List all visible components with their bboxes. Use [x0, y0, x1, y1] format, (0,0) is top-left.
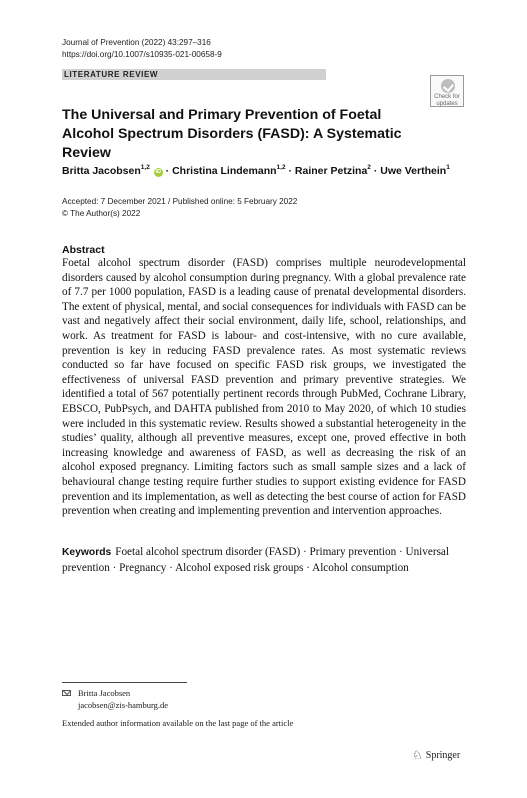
orcid-icon[interactable]: iD — [155, 169, 161, 175]
journal-citation: Journal of Prevention (2022) 43:297–316 — [62, 38, 211, 47]
author-name[interactable]: Christina Lindemann — [172, 165, 277, 177]
springer-horse-icon: ♘ — [412, 748, 423, 762]
keywords-section — [62, 545, 466, 575]
journal-header — [62, 37, 222, 60]
publisher-logo[interactable] — [412, 748, 460, 762]
author-name[interactable]: Rainer Petzina — [294, 165, 368, 177]
check-for-updates-badge[interactable] — [430, 75, 464, 107]
article-title: The Universal and Primary Prevention of Foetal Alcohol Spectrum Disorders (FASD): A Systematic Review — [62, 107, 402, 161]
updates-label-line1: Check for — [434, 94, 460, 100]
abstract-heading: Abstract — [62, 244, 105, 256]
corresponding-author-email[interactable]: jacobsen@zis-hamburg.de — [78, 700, 169, 710]
author-affiliation: 1,2 — [276, 164, 286, 171]
author-separator: · — [373, 165, 381, 177]
abstract-text: Foetal alcohol spectrum disorder (FASD) comprises multiple neurodevelopmental disorders caused by alcohol consumption during pregnancy. With a global prevalence rate of 7.7 per 1000 population, FASD is a leading cause of prenatal developmental disorders. The extent of physical, mental, and social consequences for individuals with FASD can be vast and negatively affect their social environment, daily life, school, relationships, and work. As treatment for FASD is labour- and cost-intensive, with no cure available, prevention is key in reducing FASD prevalence rates. As most systematic reviews conducted so far have focused on specific FASD risk groups, we investigated the effectiveness of universal FASD prevention and primary preventive strategies. We identified a total of 567 potentially pertinent records through PubMed, Cochrane Library, EBSCO, PubPsych, and DAHTA published from 2010 to May 2020, of which 10 studies were included in this systematic review. Results showed a substantial heterogeneity in the studies’ quality, although all preventive measures, except one, proved effective in both increasing knowledge and awareness of FASD, as well as decreasing the risk of an alcohol exposed pregnancy. Limiting factors such as small sample sizes and a lack of behavioural change testing require further studies to support existing evidence for FASD prevention and its implementation, as well as detecting the best course of action for FASD prevention when creating and implementing prevention and intervention approaches. — [62, 257, 466, 518]
keywords-label: Keywords — [62, 547, 112, 558]
extended-author-info: Extended author information available on the last page of the article — [62, 718, 294, 728]
author-separator: · — [165, 165, 173, 177]
publisher-name: Springer — [425, 749, 461, 761]
envelope-icon — [62, 690, 71, 696]
author-name[interactable]: Uwe Verthein — [380, 165, 447, 177]
keywords-text: Foetal alcohol spectrum disorder (FASD) · Primary prevention · Universal prevention · Pregnancy · Alcohol exposed risk groups · Alcohol consumption — [62, 546, 450, 574]
accepted-published-dates: Accepted: 7 December 2021 / Published online: 5 February 2022 — [62, 197, 298, 206]
corresponding-author-name: Britta Jacobsen — [78, 688, 131, 698]
publication-dates — [62, 196, 297, 219]
author-separator: · — [288, 165, 295, 177]
author-affiliation: 2 — [367, 164, 371, 171]
doi-link[interactable]: https://doi.org/10.1007/s10935-021-00658-9 — [62, 49, 222, 59]
updates-label-line2: updates — [436, 100, 458, 107]
check-for-updates-label — [431, 94, 463, 107]
check-for-updates-icon — [441, 79, 455, 93]
author-affiliation: 1,2 — [140, 164, 150, 171]
author-list — [62, 161, 450, 178]
copyright-notice: © The Author(s) 2022 — [62, 208, 141, 218]
section-label: LITERATURE REVIEW — [64, 70, 159, 79]
footnote-divider — [62, 682, 187, 683]
author-affiliation: 1 — [446, 164, 450, 171]
author-name[interactable]: Britta Jacobsen — [62, 165, 141, 177]
